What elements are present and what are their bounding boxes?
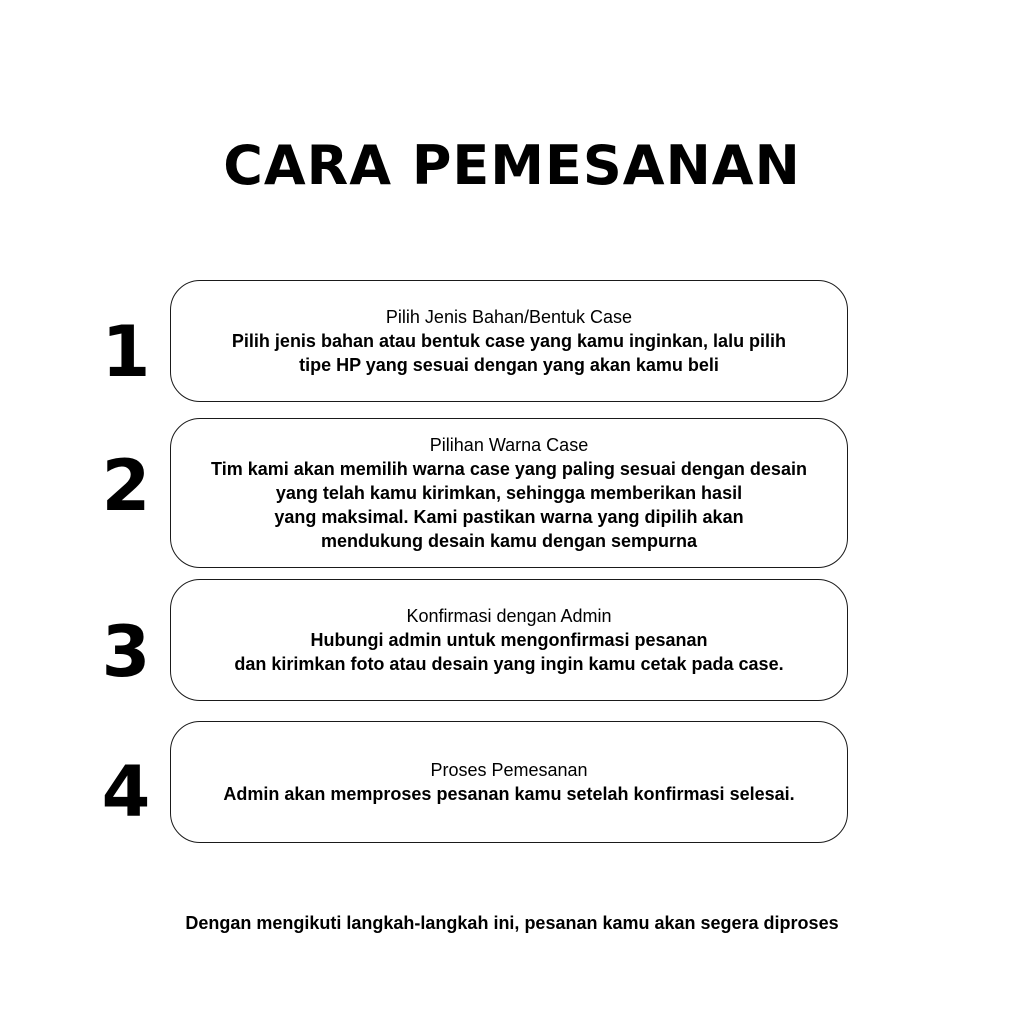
step-heading-1: Pilih Jenis Bahan/Bentuk Case	[385, 307, 633, 327]
step-number-3: 3	[101, 611, 151, 693]
step-heading-3: Konfirmasi dengan Admin	[406, 606, 612, 626]
step-description-line: dan kirimkan foto atau desain yang ingin kamu cetak pada case.	[234, 654, 784, 674]
step-heading-2: Pilihan Warna Case	[429, 435, 589, 455]
step-heading-4: Proses Pemesanan	[430, 760, 588, 780]
step-description-line: Tim kami akan memilih warna case yang paling sesuai dengan desain	[211, 459, 807, 479]
step-description-line: Admin akan memproses pesanan kamu setelah konfirmasi selesai.	[223, 784, 795, 804]
step-card-3	[170, 579, 848, 701]
step-card-4	[170, 721, 848, 843]
step-card-1	[170, 280, 848, 402]
step-description-line: Hubungi admin untuk mengonfirmasi pesanan	[310, 630, 708, 650]
page-title: CARA PEMESANAN	[223, 134, 801, 197]
step-description-line: yang telah kamu kirimkan, sehingga memberikan hasil	[275, 483, 743, 503]
step-card-2	[170, 418, 848, 568]
step-description-line: mendukung desain kamu dengan sempurna	[320, 531, 698, 551]
step-number-4: 4	[101, 751, 151, 833]
footer-note: Dengan mengikuti langkah-langkah ini, pesanan kamu akan segera diproses	[185, 913, 839, 933]
step-description-line: yang maksimal. Kami pastikan warna yang dipilih akan	[274, 507, 744, 527]
step-description-line: Pilih jenis bahan atau bentuk case yang kamu inginkan, lalu pilih	[231, 331, 787, 351]
step-number-1: 1	[101, 311, 151, 393]
step-number-2: 2	[101, 445, 151, 527]
step-description-line: tipe HP yang sesuai dengan yang akan kamu beli	[299, 355, 719, 375]
